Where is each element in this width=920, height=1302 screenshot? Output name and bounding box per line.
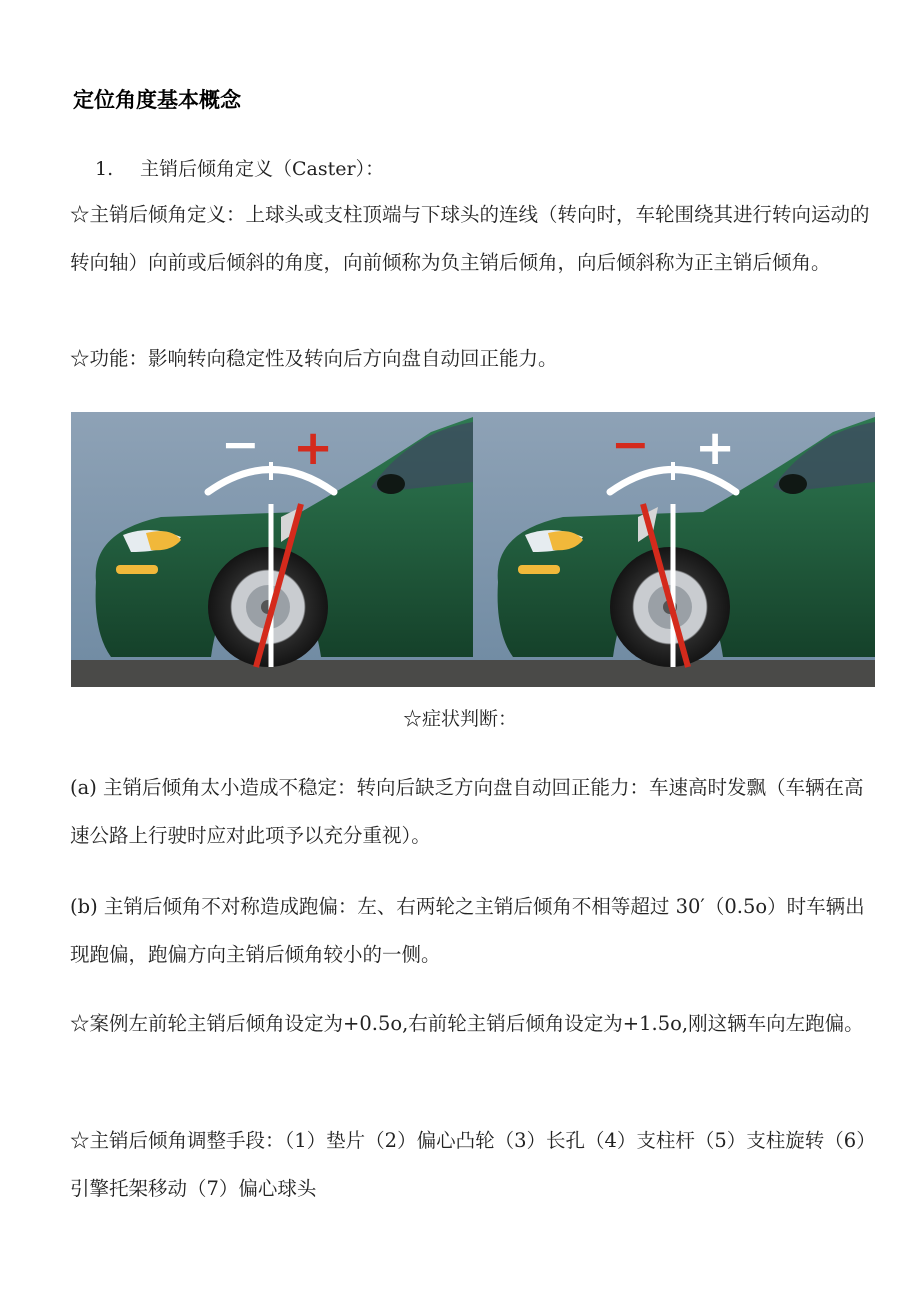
caster-illustration — [71, 412, 875, 687]
minus-sign: − — [221, 417, 260, 471]
case-example: ☆案例左前轮主销后倾角设定为+0.5o,右前轮主销后倾角设定为+1.5o,刚这辆车向左跑偏。 — [70, 1012, 864, 1035]
list-item-text: 主销后倾角定义（Caster）： — [140, 158, 385, 180]
symptom-b: (b) 主销后倾角不对称造成跑偏：左、右两轮之主销后倾角不相等超过 30′（0.5o）时车辆出现跑偏，跑偏方向主销后倾角较小的一侧。 — [70, 895, 865, 966]
caster-definition: ☆主销后倾角定义：上球头或支柱顶端与下球头的连线（转向时，车轮围绕其进行转向运动的转向轴）向前或后倾斜的角度，向前倾称为负主销后倾角，向后倾斜称为正主销后倾角。 — [70, 203, 870, 274]
adjustment-methods: ☆主销后倾角调整手段：（1）垫片（2）偏心凸轮（3）长孔（4）支柱杆（5）支柱旋转（6）引擎托架移动（7）偏心球头 — [70, 1129, 876, 1200]
panel-positive-caster — [71, 412, 473, 687]
plus-sign: + — [695, 420, 736, 476]
list-item-number: 1. — [95, 158, 114, 180]
panel-negative-caster — [473, 412, 875, 687]
list-item-caster — [95, 154, 384, 181]
page-title: 定位角度基本概念 — [73, 88, 241, 112]
minus-sign: − — [611, 417, 650, 471]
caster-function: ☆功能：影响转向稳定性及转向后方向盘自动回正能力。 — [70, 347, 558, 370]
symptom-a: (a) 主销后倾角太小造成不稳定：转向后缺乏方向盘自动回正能力：车速高时发飘（车辆在高速公路上行驶时应对此项予以充分重视）。 — [70, 776, 864, 847]
symptom-caption: ☆症状判断： — [402, 708, 517, 730]
plus-sign: + — [293, 420, 334, 476]
